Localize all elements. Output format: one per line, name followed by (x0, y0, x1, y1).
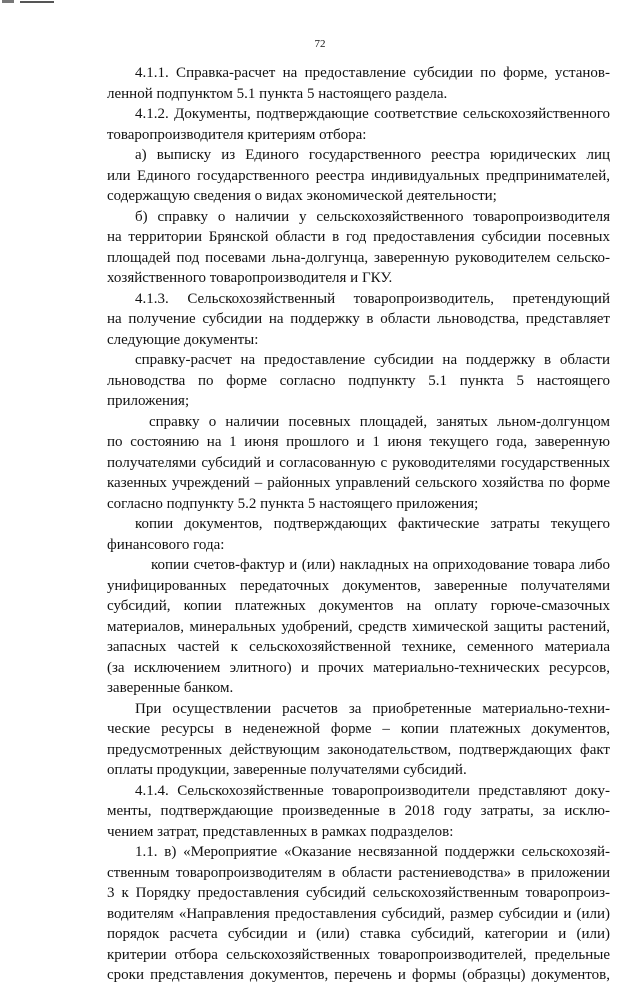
text-line: 4.1.1. Справка-расчет на предоставление субсидии по форме, установ- (135, 65, 610, 81)
text-line: При осуществлении расчетов за приобретенные материально-техни- (135, 700, 610, 717)
text-line: приложения; (107, 393, 190, 409)
page-number: 72 (314, 38, 326, 50)
text-line: 4.1.4. Сельскохозяйственные товаропроизводители представляют доку- (135, 782, 610, 799)
corner-mark-tick (2, 0, 14, 3)
text-line: субсидий, копии платежных документов на оплату горюче-смазочных (107, 598, 610, 614)
text-line: согласно подпункту 5.2 пункта 5 настоящего приложения; (107, 495, 479, 512)
corner-scan-mark (0, 0, 55, 6)
text-line: по состоянию на 1 июня прошлого и 1 июня текущего года, заверенную (107, 434, 610, 450)
text-line: копии счетов-фактур и (или) накладных на оприходование товара либо (151, 557, 610, 573)
text-line: 4.1.3. Сельскохозяйственный товаропроизводитель, претендующий (135, 290, 610, 307)
text-line: хозяйственного товаропроизводителя и ГКУ. (107, 270, 393, 286)
text-line: запасных частей к сельскохозяйственной технике, семенного материала (107, 639, 610, 655)
text-line: товаропроизводителя критериям отбора: (107, 126, 367, 143)
text-line: ленной подпунктом 5.1 пункта 5 настоящего раздела. (107, 85, 448, 102)
text-line: чением затрат, представленных в рамках подразделов: (107, 823, 454, 840)
text-line: копии документов, подтверждающих фактические затраты текущего (135, 516, 610, 532)
text-line: критерии отбора сельскохозяйственных товаропроизводителей, предельные (107, 946, 610, 963)
text-line: 4.1.2. Документы, подтверждающие соответствие сельскохозяйственного (135, 106, 610, 122)
text-line: оплаты продукции, заверенные получателями субсидий. (107, 762, 467, 778)
text-line: ственным товаропроизводителям в области растениеводства» в приложении (107, 864, 610, 881)
text-line: водителям «Направления предоставления субсидий, размер субсидии и (или) (107, 905, 610, 922)
text-line: сроки представления документов, перечень и формы (образцы) документов, (107, 967, 610, 983)
text-line: справку о наличии посевных площадей, занятых льном-долгунцом (149, 413, 610, 430)
text-line: материалов, минеральных удобрений, средств химической защиты растений, (107, 618, 610, 635)
text-line: справку-расчет на предоставление субсидии на поддержку в области (135, 352, 610, 368)
text-line: финансового года: (107, 536, 225, 553)
text-line: а) выписку из Единого государственного реестра юридических лиц (135, 147, 610, 163)
text-line: б) справку о наличии у сельскохозяйственного товаропроизводителя (135, 208, 610, 225)
text-line: получателями субсидий и согласованную с руководителями государственных (107, 454, 610, 471)
text-line: унифицированных передаточных документов, заверенные получателями (107, 577, 610, 594)
text-line: заверенные банком. (107, 680, 234, 696)
text-line: казенных учреждений – районных управлений сельского хозяйства по форме (107, 475, 610, 491)
text-line: порядок расчета субсидии и (или) ставка субсидий, категории и (или) (107, 926, 610, 942)
text-line: 3 к Порядку предоставления субсидий сельскохозяйственным товаропроиз- (107, 885, 610, 901)
text-line: содержащую сведения о видах экономической деятельности; (107, 188, 497, 204)
text-line: менты, подтверждающие произведенные в 2018 году затраты, за исклю- (107, 803, 610, 819)
text-line: 1.1. в) «Мероприятие «Оказание несвязанной поддержки сельскохозяй- (135, 844, 610, 860)
text-line: на получение субсидии на поддержку в области льноводства, представляет (107, 311, 610, 327)
document-body (107, 63, 610, 986)
text-line: следующие документы: (107, 331, 259, 348)
text-line: ческие ресурсы в неденежной форме – копии платежных документов, (107, 721, 610, 737)
text-line: площадей под посевами льна-долгунца, заверенную руководителем сельско- (107, 249, 610, 266)
text-line: льноводства по форме согласно подпункту 5.1 пункта 5 настоящего (107, 372, 610, 389)
text-line: предусмотренных действующим законодательством, подтверждающих факт (107, 741, 610, 758)
text-line: (за исключением элитного) и прочих материально-технических ресурсов, (107, 659, 610, 676)
text-line: на территории Брянской области в год предоставления субсидии посевных (107, 229, 610, 245)
text-line: или Единого государственного реестра индивидуальных предпринимателей, (107, 167, 610, 184)
corner-mark-bar (20, 1, 54, 3)
